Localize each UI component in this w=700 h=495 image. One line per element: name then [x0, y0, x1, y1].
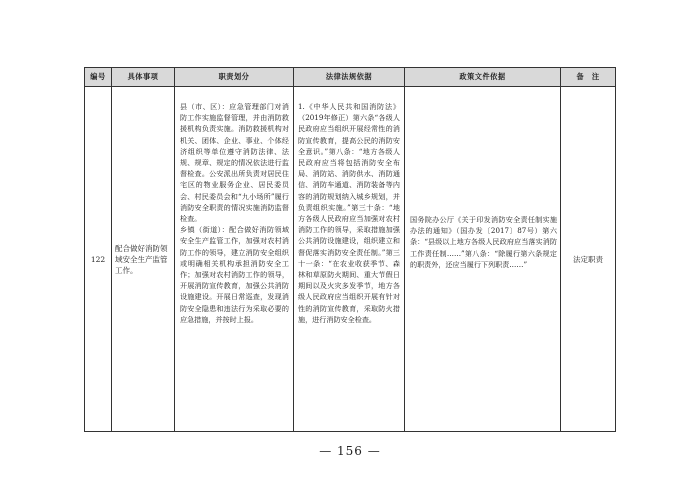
- row-law: [294, 87, 405, 432]
- policy-text: 国务院办公厅《关于印发消防安全责任制实施办法的通知》（国办发〔2017〕87号）第六条：“县级以上地方各级人民政府应当落实消防工作责任制……”第八条：“除履行第六条规定的职责外，还应当履行下列职责……”: [410, 215, 557, 269]
- header-duty: 职责划分: [175, 68, 294, 87]
- header-remark: 备 注: [561, 68, 616, 87]
- row-policy: [405, 87, 561, 432]
- header-num: 编号: [85, 68, 112, 87]
- table-row: [85, 87, 616, 432]
- header-policy: 政策文件依据: [405, 68, 561, 87]
- header-item: 具体事项: [112, 68, 175, 87]
- responsibility-table: [84, 67, 616, 432]
- row-duty: [175, 87, 294, 432]
- header-law: 法律法规依据: [294, 68, 405, 87]
- page-number: — 156 —: [319, 444, 381, 458]
- header-row: [85, 68, 616, 87]
- duty-township: 乡镇（街道）：配合做好消防领域安全生产监管工作，加强对农村消防工作的领导，建立消防安全组织或明确相关机构承担消防安全工作；加强对农村消防工作的领导，开展消防宣传教育，加强公共消防设施建设。开展日常巡查，发现消防安全隐患和违法行为采取必要的应急措施，并按时上报。: [180, 225, 289, 324]
- law-text: 1.《中华人民共和国消防法》（2019年修正）第六条“各级人民政府应当组织开展经常性的消防宣传教育，提高公民的消防安全意识。”第八条：“地方各级人民政府应当将包括消防安全布局、消防站、消防供水、消防通信、消防车通道、消防装备等内容的消防规划纳入城乡规划，并负责组织实施。”第三十条：“地方各级人民政府应当加强对农村消防工作的领导，采取措施加强公共消防设施建设，组织建立和督促落实消防安全责任制。”第三十一条：“在农业收获季节、森林和草原防火期间、重大节假日期间以及火灾多发季节，地方各级人民政府应当组织开展有针对性的消防宣传教育，采取防火措施，进行消防安全检查。: [298, 102, 400, 324]
- row-remark: 法定职责: [561, 87, 616, 432]
- row-item: 配合做好消防领域安全生产监管工作。: [112, 87, 175, 432]
- row-number: 122: [85, 87, 112, 432]
- duty-county: 县（市、区）：应急管理部门对消防工作实施监督管理，并由消防救援机构负责实施。消防救援机构对机关、团体、企业、事业、个体经济组织等单位遵守消防法律、法规、规章、规定的情况依法进行监督检查。公安派出所负责对居民住宅区的物业服务企业、居民委员会、村民委员会和“九小场所”履行消防安全职责的情况实施消防监督检查。: [180, 102, 289, 224]
